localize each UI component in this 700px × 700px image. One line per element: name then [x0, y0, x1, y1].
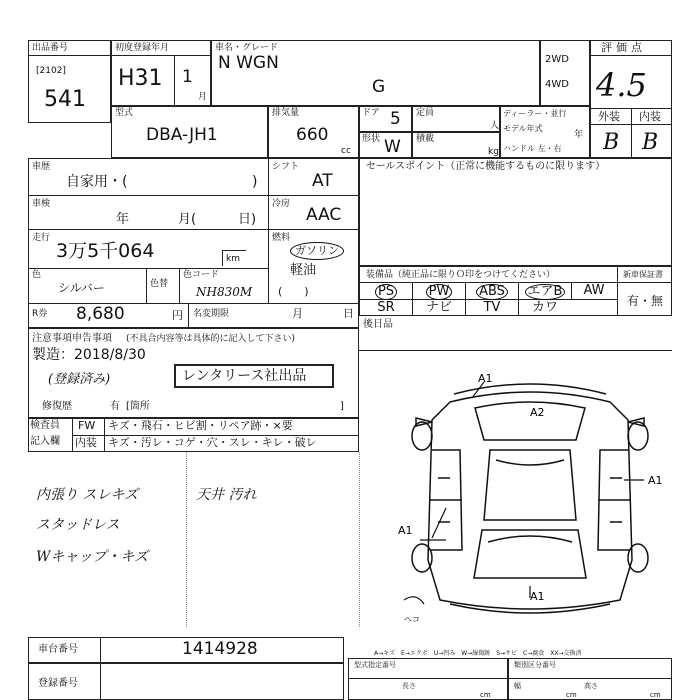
- remarks-divider: [186, 452, 187, 627]
- dealer-label: ディーラー・並行: [503, 109, 567, 118]
- equip-tv: TV: [483, 300, 501, 315]
- car-label: 車名・グレード: [215, 43, 279, 53]
- recycle-unit: 円: [172, 309, 183, 322]
- ac-value: AAC: [306, 205, 342, 225]
- chassis-label: 車台番号: [38, 644, 78, 655]
- inspection-year: 年: [116, 212, 130, 227]
- cert-cm-2: cm: [566, 691, 577, 699]
- color-label: 色: [32, 270, 42, 280]
- doors-value: 5: [390, 109, 401, 129]
- fuel-gas: [290, 242, 344, 260]
- cert-label-1: 型式指定番号: [354, 661, 396, 669]
- mileage-label: 走行: [32, 233, 51, 243]
- history-label: 車歴: [32, 162, 51, 172]
- inspect-label-2: 記入欄: [30, 436, 60, 447]
- mark-a1-left: A1: [398, 524, 413, 537]
- repair-bracket: [箇所: [126, 401, 150, 412]
- repair-value: 有: [110, 401, 120, 412]
- notes-manufactured: 製造：2018/8/30: [32, 347, 146, 363]
- inspect-fw-items: キズ・飛石・ヒビ割・リペア跡・×要: [108, 419, 293, 432]
- warranty-value: 有・無: [627, 294, 664, 308]
- first-reg-unit: 月: [198, 92, 208, 102]
- dealer-year: 年: [574, 130, 584, 140]
- remark-line3: Wキャップ・キズ: [36, 549, 149, 565]
- equip-airbag: エアB: [521, 284, 569, 300]
- notes-label: 注意事項申告事項: [32, 333, 112, 344]
- sales-box: [359, 158, 672, 266]
- equip-navi: ナビ: [425, 300, 452, 315]
- score-value: 4.5: [596, 66, 647, 104]
- inspection-month: 月(: [178, 212, 197, 227]
- score-ext-label: 外装: [598, 110, 620, 123]
- color-change-label: 色替: [150, 279, 169, 289]
- chassis-value: 1414928: [182, 639, 258, 659]
- equip-aw: AW: [583, 283, 605, 298]
- first-reg-label: 初度登録年月: [115, 43, 170, 53]
- notes-stamp: レンタリース社出品: [182, 368, 307, 384]
- equip-ps: PS: [362, 284, 410, 300]
- drive-4wd: 4WD: [545, 79, 569, 90]
- recycle-value: 8,680: [76, 304, 125, 324]
- body-value: W: [384, 137, 401, 157]
- recycle-label: R券: [32, 309, 48, 319]
- notes-sub: (不具合内容等は具体的に記入して下さい): [126, 334, 296, 344]
- legend: A→キズ E→エクボ U→凹み W→線傷跡 S→サビ C→腐食 XX→交換済: [374, 650, 582, 657]
- equip-sr: SR: [377, 300, 395, 315]
- score-ext: B: [603, 130, 620, 155]
- lot-number: 541: [44, 87, 86, 112]
- remark-line2: スタッドレス: [36, 517, 120, 533]
- history-value: 自家用・(: [66, 174, 128, 190]
- inspection-label: 車検: [32, 199, 51, 209]
- equipment-label: 装備品（純正品に限りＯ印をつけてください）: [366, 270, 556, 280]
- repair-close: ]: [340, 401, 344, 412]
- cert-height-label: 高さ: [584, 682, 598, 690]
- repair-label: 修復歴: [42, 401, 72, 412]
- sales-label: セールスポイント（正常に機能するものに限ります）: [366, 161, 606, 172]
- inspect-int-label: 内装: [75, 436, 97, 449]
- score-label: 評価点: [601, 41, 646, 54]
- drive-2wd: 2WD: [545, 54, 569, 65]
- inspect-fw: FW: [78, 419, 96, 432]
- name-change-day: 日: [343, 307, 354, 320]
- mark-dent: ヘコ: [404, 615, 420, 624]
- load-unit: kg: [488, 147, 499, 157]
- mark-a1-rear: A1: [530, 590, 545, 603]
- model-label: 型式: [115, 108, 134, 118]
- fuel-paren: ( ): [278, 285, 309, 298]
- load-label: 積載: [416, 134, 435, 144]
- shift-value: AT: [312, 171, 333, 191]
- cert-length-label: 長さ: [402, 682, 416, 690]
- cert-cm-1: cm: [480, 691, 491, 699]
- score-int-label: 内装: [639, 110, 661, 123]
- lot-sub: [2102]: [36, 66, 66, 76]
- remark-line1: 内張り スレキズ: [36, 487, 139, 503]
- cert-cm-3: cm: [650, 691, 661, 699]
- history-close: ): [252, 174, 258, 190]
- mark-a1-right: A1: [648, 474, 663, 487]
- fuel-gas-circle: ガソリン: [290, 242, 344, 260]
- inspect-label-1: 検査員: [30, 420, 60, 431]
- remark-line1b: 天井 汚れ: [196, 487, 257, 503]
- color-code-label: 色コード: [183, 270, 220, 280]
- cert-width-label: 幅: [514, 682, 521, 690]
- capacity-unit: 人: [490, 121, 500, 131]
- mark-a1-front: A1: [478, 372, 493, 385]
- first-reg-era: H31: [118, 66, 163, 91]
- lot-label: 出品番号: [32, 43, 69, 53]
- doors-label: ドア: [362, 108, 380, 118]
- mark-a2-hood: A2: [530, 406, 545, 419]
- capacity-label: 定員: [416, 108, 435, 118]
- displacement-value: 660: [296, 125, 329, 145]
- car-name: N WGN: [218, 53, 279, 73]
- fuel-diesel: 軽油: [290, 263, 317, 278]
- warranty-label: 新車保証書: [623, 270, 663, 279]
- name-change-month: 月: [292, 307, 303, 320]
- shift-label: シフト: [272, 162, 300, 172]
- drive-box: [540, 40, 590, 106]
- name-change-label: 名変期限: [193, 309, 230, 319]
- color-value: シルバー: [58, 281, 105, 295]
- car-grade: G: [372, 77, 386, 97]
- ac-label: 冷房: [272, 199, 291, 209]
- damage-diagram: [380, 360, 680, 630]
- mileage-unit: km: [226, 254, 240, 264]
- body-label: 形状: [362, 134, 381, 144]
- dealer-handle: ハンドル 左・右: [503, 144, 562, 153]
- fuel-label: 燃料: [272, 233, 291, 243]
- mileage-value: 3万5千064: [56, 240, 155, 262]
- cert-label-2: 類別区分番号: [514, 661, 556, 669]
- dealer-model-year: モデル年式: [503, 124, 543, 133]
- notes-handwritten: (登録済み): [48, 372, 111, 387]
- inspection-day: 日): [238, 212, 257, 227]
- color-code: NH830M: [196, 285, 253, 299]
- score-int: B: [642, 130, 659, 155]
- aftermarket-label: 後日品: [363, 319, 393, 330]
- model-value: DBA-JH1: [146, 125, 218, 145]
- inspect-int-items: キズ・汚レ・コゲ・穴・スレ・キレ・破レ: [108, 436, 317, 449]
- equip-abs: ABS: [468, 284, 516, 300]
- registration-label: 登録番号: [38, 678, 78, 689]
- equip-pw: PW: [415, 284, 463, 300]
- displacement-label: 排気量: [272, 108, 300, 118]
- displacement-unit: cc: [341, 146, 351, 156]
- equip-leather: カワ: [531, 300, 558, 315]
- first-reg-month: 1: [182, 67, 193, 87]
